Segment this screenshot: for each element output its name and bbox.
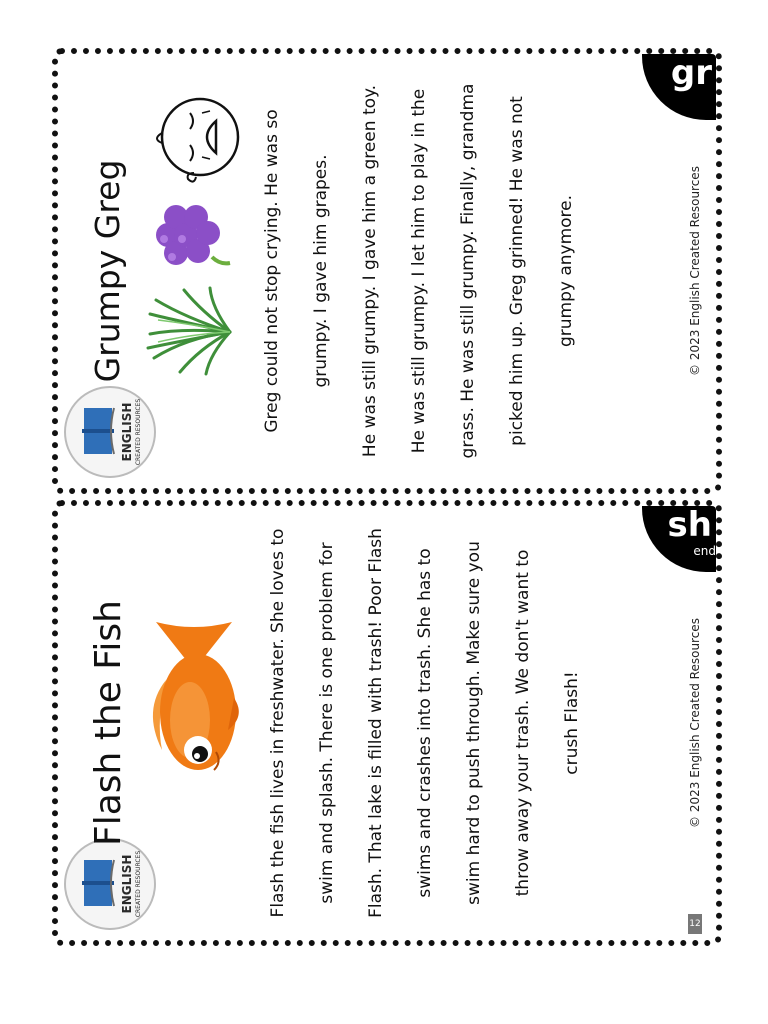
- copyright-footer: © 2023 English Created Resources: [688, 166, 702, 376]
- copyright-footer: © 2023 English Created Resources: [688, 618, 702, 828]
- card-grumpy-greg: [52, 48, 722, 494]
- page-number: 12: [688, 914, 702, 934]
- story-paragraph: He was still grumpy. I gave him a green toy. He was still grumpy. I let him to play in the grass. He was still grumpy. Finally, grandma picked him up. Greg grinned! He was not grumpy anymore.: [360, 83, 576, 459]
- story-body: [254, 526, 597, 920]
- card-content: [58, 506, 716, 940]
- tab-position-label: end: [693, 544, 716, 558]
- card-content: [58, 54, 716, 488]
- story-paragraph: Greg could not stop crying. He was so grumpy. I gave him grapes.: [262, 109, 331, 433]
- card-flash-the-fish: [52, 500, 722, 946]
- tab-letters: sh: [667, 505, 712, 545]
- grass-icon: [146, 286, 232, 378]
- story-body: [248, 74, 591, 468]
- tab-letters: gr: [670, 53, 712, 93]
- grapes-icon: [150, 199, 236, 283]
- story-title: Flash the Fish: [88, 600, 129, 846]
- logo-word: ENGLISH: [120, 854, 134, 914]
- story-title: Grumpy Greg: [88, 159, 127, 383]
- logo-word: ENGLISH: [120, 402, 134, 462]
- logo-subtitle: CREATED RESOURCES: [135, 850, 142, 918]
- story-paragraph: Flash the fish lives in freshwater. She loves to swim and splash. There is one problem for Flash. That lake is filled with trash! Poor Flash swims and crashes into trash. She has to swim hard to push through. Make sure you throw away your trash. We don't want to crush Flash!: [268, 528, 582, 918]
- grumpy-face-icon: [150, 91, 242, 183]
- logo-subtitle: CREATED RESOURCES: [135, 398, 142, 466]
- fish-icon: [142, 620, 246, 790]
